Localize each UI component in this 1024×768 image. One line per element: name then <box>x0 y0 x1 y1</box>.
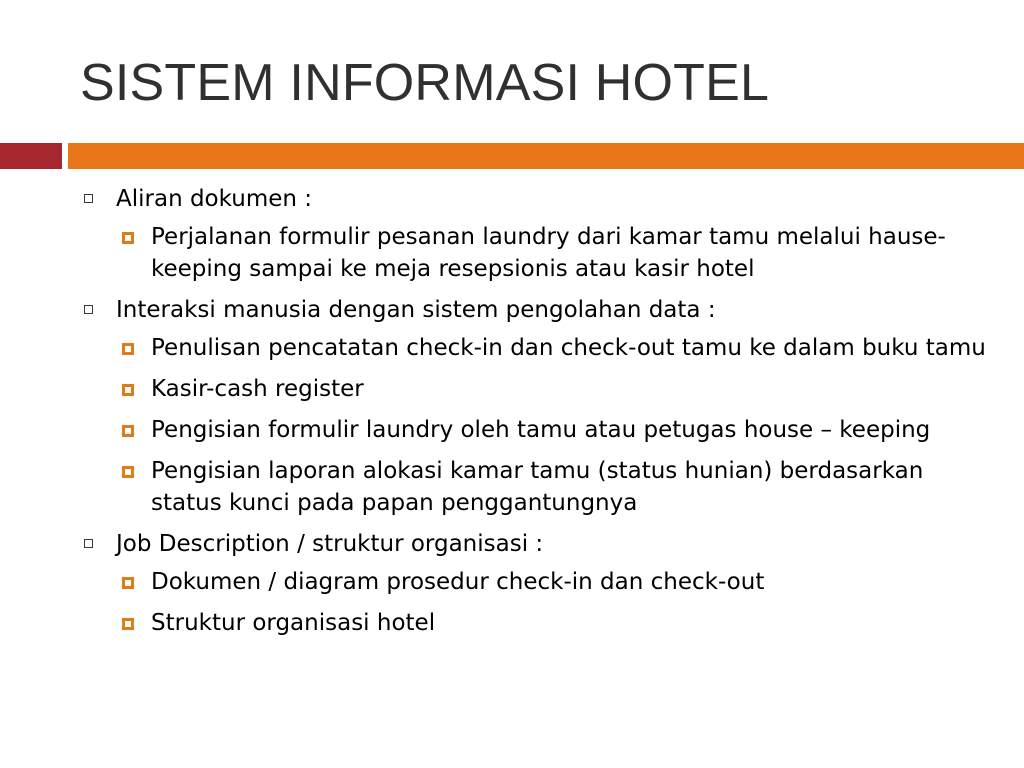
hollow-square-bullet-icon <box>84 305 93 314</box>
hollow-square-bullet-icon <box>84 539 93 548</box>
bullet-text: Job Description / struktur organisasi : <box>116 531 544 557</box>
sub-bullet-list <box>116 221 998 285</box>
orange-square-bullet-icon <box>122 466 134 478</box>
orange-square-bullet-icon <box>122 577 134 589</box>
sub-bullet-text: Struktur organisasi hotel <box>151 610 436 636</box>
orange-square-bullet-icon <box>122 384 134 396</box>
sub-bullet-item <box>113 566 998 598</box>
sub-bullet-item <box>113 373 998 405</box>
bullet-item-aliran-dokumen <box>78 183 998 285</box>
sub-bullet-item <box>113 607 998 639</box>
bullet-text: Interaksi manusia dengan sistem pengolahan data : <box>116 297 716 323</box>
sub-bullet-list <box>116 566 998 639</box>
sub-bullet-item <box>113 455 998 519</box>
sub-bullet-item <box>113 414 998 446</box>
orange-square-bullet-icon <box>122 425 134 437</box>
sub-bullet-text: Pengisian laporan alokasi kamar tamu (status hunian) berdasarkan status kunci pada papan penggantungnya <box>151 458 924 516</box>
bullet-list <box>78 183 998 648</box>
sub-bullet-text: Penulisan pencatatan check-in dan check-out tamu ke dalam buku tamu <box>151 335 986 361</box>
accent-bar-left-segment <box>0 143 62 169</box>
sub-bullet-list <box>116 332 998 519</box>
sub-bullet-text: Kasir-cash register <box>151 376 364 402</box>
slide-title: SISTEM INFORMASI HOTEL <box>80 54 770 112</box>
sub-bullet-text: Pengisian formulir laundry oleh tamu atau petugas house – keeping <box>151 417 931 443</box>
accent-bar-right-segment <box>68 143 1024 169</box>
title-accent-bar <box>0 143 1024 169</box>
sub-bullet-item <box>113 332 998 364</box>
sub-bullet-text: Dokumen / diagram prosedur check-in dan check-out <box>151 569 765 595</box>
sub-bullet-text: Perjalanan formulir pesanan laundry dari kamar tamu melalui hause-keeping sampai ke meja resepsionis atau kasir hotel <box>151 224 946 282</box>
bullet-item-job-description <box>78 528 998 639</box>
bullet-text: Aliran dokumen : <box>116 186 313 212</box>
sub-bullet-item <box>113 221 998 285</box>
orange-square-bullet-icon <box>122 232 134 244</box>
hollow-square-bullet-icon <box>84 194 93 203</box>
orange-square-bullet-icon <box>122 343 134 355</box>
orange-square-bullet-icon <box>122 618 134 630</box>
bullet-item-interaksi-manusia <box>78 294 998 519</box>
